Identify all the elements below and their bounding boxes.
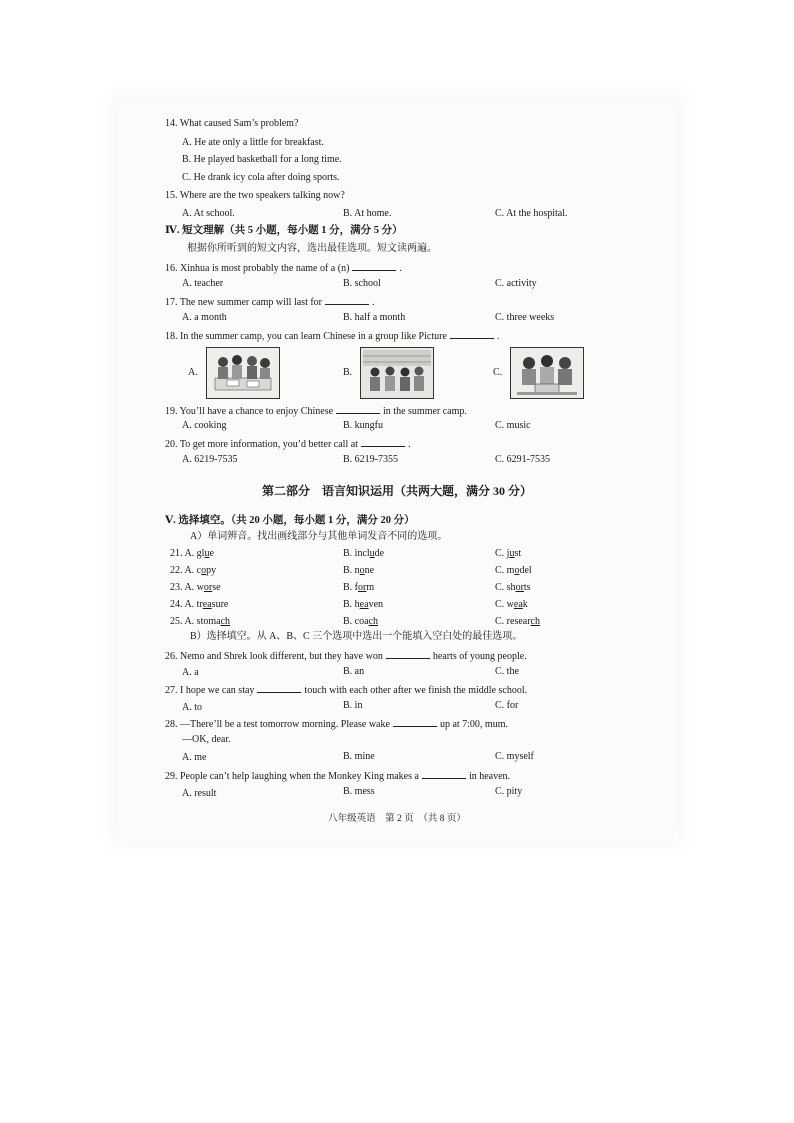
part2-title: 第二部分 语言知识运用（共两大题，满分 30 分） bbox=[261, 484, 532, 498]
q29-option-b: B. mess bbox=[343, 786, 375, 797]
q24-word-b: B. heaven bbox=[343, 599, 384, 610]
q29-stem-end: in heaven. bbox=[468, 771, 511, 782]
section4-title: Ⅳ. 短文理解 bbox=[165, 225, 225, 236]
q29-option-a: A. result bbox=[182, 788, 217, 799]
q21-number: 21. A. bbox=[170, 548, 197, 559]
q20-stem-text: 20. To get more information, you’d better call at bbox=[165, 439, 358, 450]
q29-stem bbox=[165, 770, 510, 782]
q18-blank bbox=[450, 330, 494, 339]
q26-option-c: C. the bbox=[495, 666, 519, 677]
q27-option-a: A. to bbox=[182, 702, 202, 713]
q20-option-a: A. 6219-7535 bbox=[182, 454, 238, 465]
section4-note: （共 5 小题，每小题 1 分，满分 5 分） bbox=[224, 225, 403, 236]
q22-option-a bbox=[170, 566, 216, 576]
q18-stem-text: 18. In the summer camp, you can learn Chinese in a group like Picture bbox=[165, 331, 447, 342]
q19-option-a: A. cooking bbox=[182, 420, 227, 431]
q17-option-a: A. a month bbox=[182, 312, 227, 323]
q24-option-b bbox=[343, 600, 383, 610]
q17-stem bbox=[165, 296, 375, 308]
q22-number: 22. A. bbox=[170, 565, 197, 576]
q28-stem bbox=[165, 718, 508, 730]
q21-word-c: C. just bbox=[495, 548, 522, 559]
q26-stem bbox=[165, 650, 527, 662]
q26-option-a: A. a bbox=[182, 667, 199, 678]
q25-option-a bbox=[170, 617, 230, 627]
q18-option-b-label: B. bbox=[343, 367, 353, 378]
q23-number: 23. A. bbox=[170, 582, 197, 593]
q17-blank bbox=[325, 296, 369, 305]
q22-option-c bbox=[495, 566, 532, 576]
section5-sub-b: B）选择填空。从 A、B、C 三个选项中选出一个能填入空白处的最佳选项。 bbox=[190, 631, 523, 642]
q16-option-a: A. teacher bbox=[182, 278, 224, 289]
q25-number: 25. A. bbox=[170, 616, 197, 627]
q21-word-a: glue bbox=[196, 548, 214, 559]
q17-option-b: B. half a month bbox=[343, 312, 406, 323]
q26-stem-text: 26. Nemo and Shrek look different, but they have won bbox=[165, 651, 383, 662]
q24-word-c: C. weak bbox=[495, 599, 528, 610]
q14-option-a: A. He ate only a little for breakfast. bbox=[182, 137, 324, 148]
library-group-illustration-b bbox=[361, 348, 433, 398]
q18-option-a-label: A. bbox=[188, 367, 198, 378]
q20-stem bbox=[165, 438, 410, 450]
q24-option-a bbox=[170, 600, 228, 610]
q28-option-a: A. me bbox=[182, 752, 207, 763]
q20-stem-end: . bbox=[407, 439, 411, 450]
q14-option-c: C. He drank icy cola after doing sports. bbox=[182, 172, 340, 183]
q27-stem-text: 27. I hope we can stay bbox=[165, 685, 255, 696]
group-study-illustration-a bbox=[207, 348, 279, 398]
q16-option-b: B. school bbox=[343, 278, 381, 289]
q25-word-c: C. research bbox=[495, 616, 540, 627]
q18-picture-a bbox=[206, 347, 280, 399]
laptop-group-illustration-c bbox=[511, 348, 583, 398]
section4-heading bbox=[165, 226, 403, 237]
q27-stem-end: touch with each other after we finish the middle school. bbox=[304, 685, 528, 696]
q18-picture-c bbox=[510, 347, 584, 399]
q19-stem bbox=[165, 405, 467, 417]
q27-stem bbox=[165, 684, 527, 696]
q28-option-c: C. myself bbox=[495, 751, 534, 762]
q20-option-b: B. 6219-7355 bbox=[343, 454, 398, 465]
q26-stem-end: hearts of young people. bbox=[432, 651, 527, 662]
q14-stem: 14. What caused Sam’s problem? bbox=[165, 118, 299, 129]
q23-option-c bbox=[495, 583, 531, 593]
q16-blank bbox=[352, 262, 396, 271]
q15-stem: 15. Where are the two speakers talking now? bbox=[165, 190, 345, 201]
q22-word-a: copy bbox=[196, 565, 217, 576]
section5-note: （共 20 小题，每小题 1 分，满分 20 分） bbox=[230, 515, 415, 526]
q18-stem-end: . bbox=[496, 331, 500, 342]
q23-option-a bbox=[170, 583, 221, 593]
q23-word-c: C. shorts bbox=[495, 582, 531, 593]
q23-word-b: B. form bbox=[343, 582, 375, 593]
q23-word-a: worse bbox=[196, 582, 221, 593]
q19-blank bbox=[336, 405, 380, 414]
q14-option-b: B. He played basketball for a long time. bbox=[182, 154, 342, 165]
q20-blank bbox=[361, 438, 405, 447]
page-footer: 八年级英语 第 2 页 （共 8 页） bbox=[328, 814, 466, 824]
q27-option-c: C. for bbox=[495, 700, 519, 711]
q16-stem bbox=[165, 262, 402, 274]
q28-option-b: B. mine bbox=[343, 751, 375, 762]
q21-option-b bbox=[343, 549, 384, 559]
q25-option-c bbox=[495, 617, 540, 627]
q19-option-c: C. music bbox=[495, 420, 531, 431]
q27-option-b: B. in bbox=[343, 700, 363, 711]
q15-option-b: B. At home. bbox=[343, 208, 392, 219]
q20-option-c: C. 6291-7535 bbox=[495, 454, 550, 465]
q22-word-c: C. model bbox=[495, 565, 532, 576]
q23-option-b bbox=[343, 583, 374, 593]
q19-stem-end: in the summer camp. bbox=[383, 406, 467, 417]
q18-stem bbox=[165, 330, 499, 342]
q17-option-c: C. three weeks bbox=[495, 312, 555, 323]
section5-heading bbox=[165, 516, 415, 527]
q15-option-a: A. At school. bbox=[182, 208, 235, 219]
q16-option-c: C. activity bbox=[495, 278, 537, 289]
q24-word-a: treasure bbox=[196, 599, 229, 610]
q21-option-a bbox=[170, 549, 214, 559]
q29-stem-text: 29. People can’t help laughing when the Monkey King makes a bbox=[165, 771, 419, 782]
q19-option-b: B. kungfu bbox=[343, 420, 383, 431]
q25-word-a: stomach bbox=[196, 616, 231, 627]
q19-stem-text: 19. You’ll have a chance to enjoy Chinese bbox=[165, 406, 334, 417]
q28-stem-text: 28. —There’ll be a test tomorrow morning. Please wake bbox=[165, 719, 390, 730]
q17-stem-text: 17. The new summer camp will last for bbox=[165, 297, 323, 308]
q21-option-c bbox=[495, 549, 521, 559]
q18-picture-b bbox=[360, 347, 434, 399]
q16-stem-end: . bbox=[399, 263, 402, 274]
q29-option-c: C. pity bbox=[495, 786, 523, 797]
q25-option-b bbox=[343, 617, 378, 627]
q29-blank bbox=[422, 770, 466, 779]
q28-blank bbox=[393, 718, 437, 727]
q16-stem-text: 16. Xinhua is most probably the name of a (n) bbox=[165, 263, 350, 274]
q24-number: 24. A. bbox=[170, 599, 197, 610]
q24-option-c bbox=[495, 600, 528, 610]
q27-blank bbox=[257, 684, 301, 693]
section4-instruction: 根据你所听到的短文内容，选出最佳选项。短文读两遍。 bbox=[187, 243, 437, 254]
q28-reply: —OK, dear. bbox=[182, 734, 231, 745]
q17-stem-end: . bbox=[372, 297, 375, 308]
q28-stem-end: up at 7:00, mum. bbox=[439, 719, 508, 730]
q21-word-b: B. include bbox=[343, 548, 385, 559]
q26-blank bbox=[386, 650, 430, 659]
q15-option-c: C. At the hospital. bbox=[495, 208, 568, 219]
section5-sub-a: A）单词辨音。找出画线部分与其他单词发音不同的选项。 bbox=[190, 531, 448, 542]
q25-word-b: B. coach bbox=[343, 616, 378, 627]
q22-option-b bbox=[343, 566, 374, 576]
q26-option-b: B. an bbox=[343, 666, 365, 677]
q22-word-b: B. none bbox=[343, 565, 375, 576]
q18-option-c-label: C. bbox=[493, 367, 503, 378]
section5-title: Ⅴ. 选择填空。 bbox=[165, 515, 231, 526]
